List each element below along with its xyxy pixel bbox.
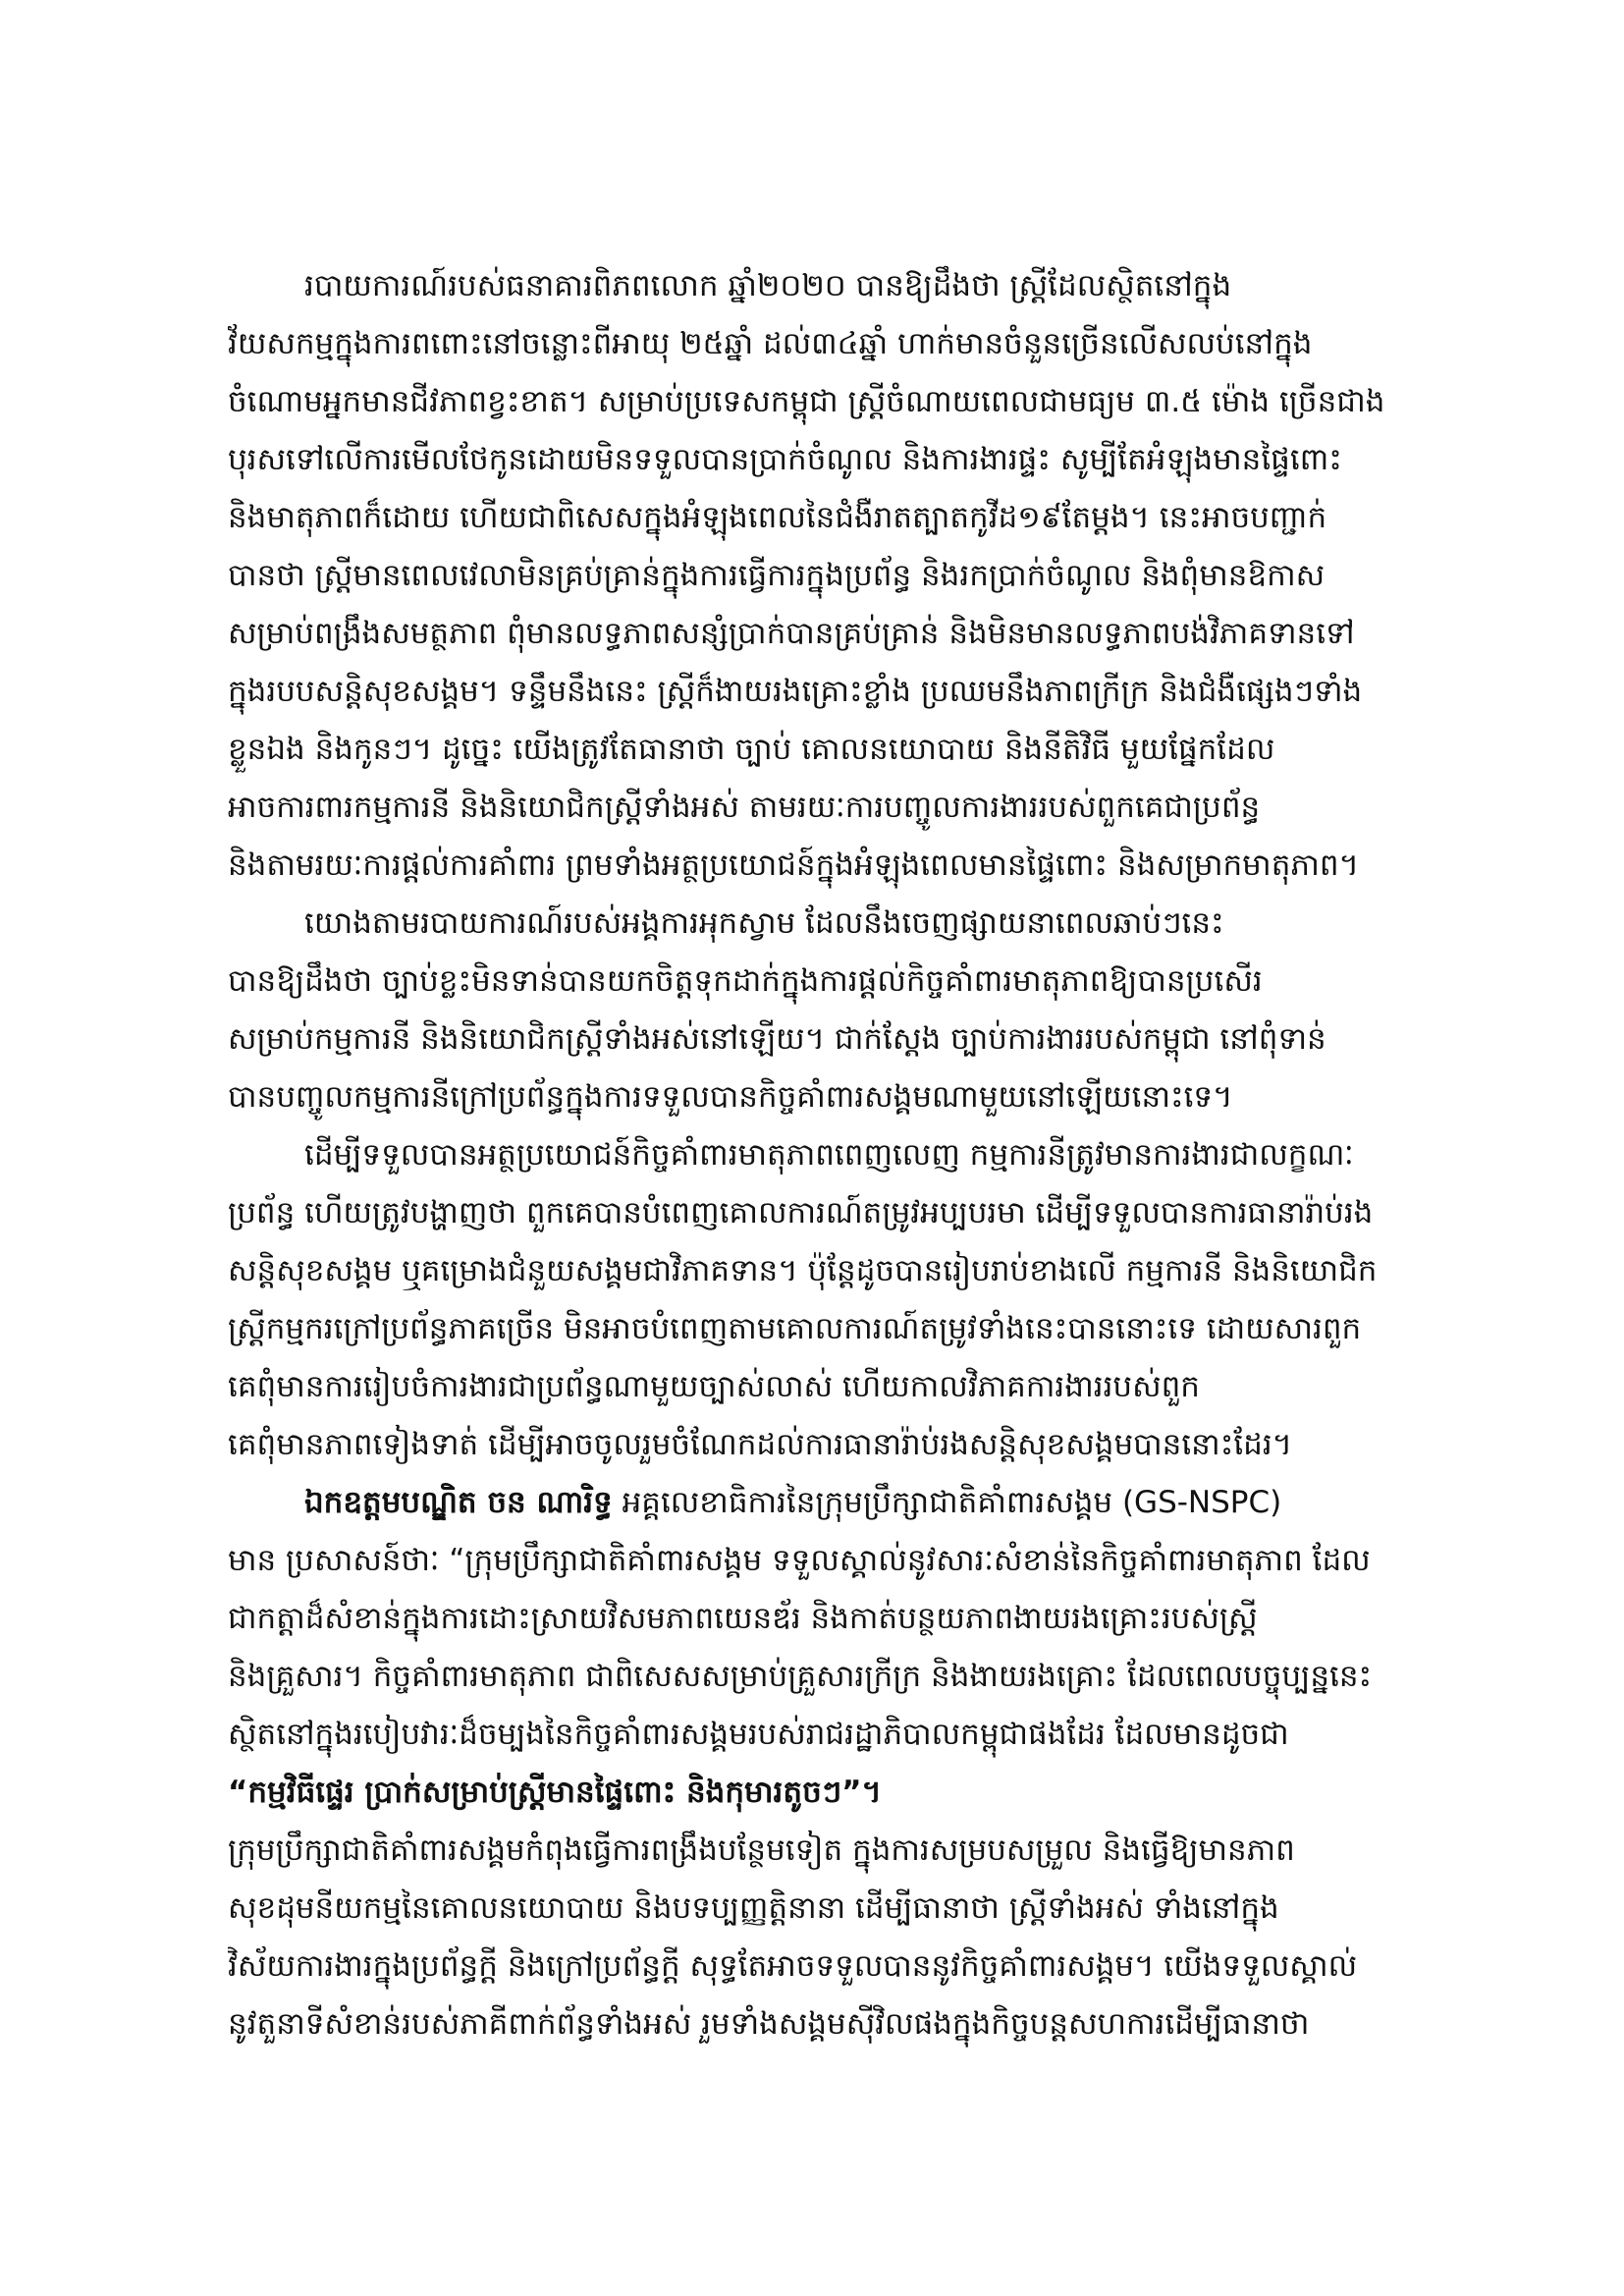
program-title: “កម្មវិធីផ្ទេរ ប្រាក់សម្រាប់ស្ត្រីមានផ្ទៃពោះ និងកុមារតូចៗ”។ [228, 1775, 882, 1810]
paragraph-world-bank-report [228, 257, 1445, 895]
paragraph-nspc-commitment [228, 1822, 1445, 2053]
text-line: មាន ប្រសាសន៍ថាៈ “ក្រុមប្រឹក្សាជាតិគាំពារសង្គម ទទួលស្គាល់នូវសារៈសំខាន់នៃកិច្ចគាំពារមាតុភាព ដែល [228, 1543, 1371, 1578]
text-line: គេពុំមានភាពទៀងទាត់ ដើម្បីអាចចូលរួមចំណែកដល់ការធានារ៉ាប់រងសន្តិសុខសង្គមបាននោះដែរ។ [228, 1427, 1293, 1462]
text-line: ស្ថិតនៅក្នុងរបៀបវារៈដ៏ចម្បងនៃកិច្ចគាំពារសង្គមរបស់រាជរដ្ឋាភិបាលកម្ពុជាផងដែរ ដែលមានដូចជា [228, 1717, 1289, 1752]
text-line: វិស័យការងារក្នុងប្រព័ន្ធក្តី និងក្រៅប្រព័ន្ធក្តី សុទ្ធតែអាចទទួលបាននូវកិច្ចគាំពារសង្គម។ យើងទទួលស្គាល់ [228, 1948, 1358, 1984]
text-line: ស្ត្រីកម្មករក្រៅប្រព័ន្ធភាគច្រើន មិនអាចបំពេញតាមគោលការណ៍តម្រូវទាំងនេះបាននោះទេ ដោយសារពួក [228, 1311, 1362, 1346]
text-line: បុរសទៅលើការមើលថែកូនដោយមិនទទួលបានប្រាក់ចំណូល និងការងារផ្ទះ សូម្បីតែអំឡុងមានផ្ទៃពោះ [228, 442, 1342, 477]
text-line: និងតាមរយៈការផ្តល់ការគាំពារ ព្រមទាំងអត្ថប្រយោជន៍ក្នុងអំឡុងពេលមានផ្ទៃពោះ និងសម្រាកមាតុភាព។ [228, 847, 1360, 883]
speaker-title: អគ្គលេខាធិការនៃក្រុមប្រឹក្សាជាតិគាំពារសង្គម (GS-NSPC) [612, 1485, 1282, 1520]
text-line: របាយការណ៍របស់ធនាគារពិភពលោក ឆ្នាំ២០២០ បានឱ្យដឹងថា ស្ត្រីដែលស្ថិតនៅក្នុង [304, 268, 1232, 303]
text-line: ដើម្បីទទួលបានអត្ថប្រយោជន៍កិច្ចគាំពារមាតុភាពពេញលេញ កម្មការនីត្រូវមានការងារជាលក្ខណៈ [304, 1137, 1354, 1173]
text-line: សម្រាប់កម្មការនី និងនិយោជិកស្ត្រីទាំងអស់នៅឡើយ។ ជាក់ស្តែង ច្បាប់ការងាររបស់កម្ពុជា នៅពុំទាន់ [228, 1021, 1326, 1057]
text-line: បានថា ស្ត្រីមានពេលវេលាមិនគ្រប់គ្រាន់ក្នុងការធ្វើការក្នុងប្រព័ន្ធ និងរកប្រាក់ចំណូល និងពុំមានឱកាស [228, 558, 1326, 593]
text-line: យោងតាមរបាយការណ៍របស់អង្គការអុកស្វាម ដែលនឹងចេញផ្សាយនាពេលឆាប់ៗនេះ [304, 905, 1224, 941]
text-line: សន្តិសុខសង្គម ឬគម្រោងជំនួយសង្គមជាវិភាគទាន។ ប៉ុន្តែដូចបានរៀបរាប់ខាងលើ កម្មការនី និងនិយោជិក [228, 1253, 1378, 1288]
text-line: ក្រុមប្រឹក្សាជាតិគាំពារសង្គមកំពុងធ្វើការពង្រឹងបន្ថែមទៀត ក្នុងការសម្របសម្រួល និងធ្វើឱ្យមានភាព [228, 1832, 1295, 1868]
text-line: ក្នុងរបបសន្តិសុខសង្គម។ ទន្ទឹមនឹងនេះ ស្ត្រីក៏ងាយរងគ្រោះខ្លាំង ប្រឈមនឹងភាពក្រីក្រ និងជំងឺផ្សេងៗទាំង [228, 674, 1363, 709]
text-line: និងមាតុភាពក៏ដោយ ហើយជាពិសេសក្នុងអំឡុងពេលនៃជំងឺរាតត្បាតកូវីដ១៩តែម្តង។ នេះអាចបញ្ជាក់ [228, 500, 1327, 535]
paragraph-secretary-general-quote [228, 1474, 1445, 1822]
text-line: សុខដុមនីយកម្មនៃគោលនយោបាយ និងបទប្បញ្ញត្តិនានា ដើម្បីធានាថា ស្ត្រីទាំងអស់ ទាំងនៅក្នុង [228, 1890, 1279, 1926]
paragraph-maternity-benefits [228, 1126, 1445, 1474]
text-line: នូវតួនាទីសំខាន់របស់ភាគីពាក់ព័ន្ធទាំងអស់ រួមទាំងសង្គមស៊ីវិលផងក្នុងកិច្ចបន្តសហការដើម្បីធានាថា [228, 2006, 1310, 2042]
text-line: សម្រាប់ពង្រឹងសមត្ថភាព ពុំមានលទ្ធភាពសន្សំប្រាក់បានគ្រប់គ្រាន់ និងមិនមានលទ្ធភាពបង់វិភាគទានទៅ [228, 616, 1355, 651]
text-line [228, 1474, 1445, 1532]
speaker-name: ឯកឧត្តមបណ្ឌិត ចន ណារិទ្ធ [304, 1485, 613, 1520]
paragraph-oxfam-report [228, 895, 1445, 1126]
text-line: ខ្លួនឯង និងកូនៗ។ ដូច្នេះ យើងត្រូវតែធានាថា ច្បាប់ គោលនយោបាយ និងនីតិវិធី មួយផ្នែកដែល [228, 732, 1275, 767]
text-line: គេពុំមានការរៀបចំការងារជាប្រព័ន្ធណាមួយច្បាស់លាស់ ហើយកាលវិភាគការងាររបស់ពួក [228, 1369, 1200, 1404]
text-line: បានឱ្យដឹងថា ច្បាប់ខ្លះមិនទាន់បានយកចិត្តទុកដាក់ក្នុងការផ្តល់កិច្ចគាំពារមាតុភាពឱ្យបានប្រសើរ [228, 963, 1263, 999]
text-line: និងគ្រួសារ។ កិច្ចគាំពារមាតុភាព ជាពិសេសសម្រាប់គ្រួសារក្រីក្រ និងងាយរងគ្រោះ ដែលពេលបច្ចុប្បន្ននេះ [228, 1659, 1373, 1694]
text-line: បានបញ្ចូលកម្មការនីក្រៅប្រព័ន្ធក្នុងការទទួលបានកិច្ចគាំពារសង្គមណាមួយនៅឡើយនោះទេ។ [228, 1079, 1233, 1115]
text-line: អាចការពារកម្មការនី និងនិយោជិកស្ត្រីទាំងអស់ តាមរយៈការបញ្ចូលការងាររបស់ពួកគេជាប្រព័ន្ធ [228, 790, 1261, 825]
document-body [228, 257, 1445, 2053]
text-line: ជាកត្តាដ៏សំខាន់ក្នុងការដោះស្រាយវិសមភាពយេនឌ័រ និងកាត់បន្ថយភាពងាយរងគ្រោះរបស់ស្ត្រី [228, 1601, 1258, 1636]
text-line: វ័យសកម្មក្នុងការពពោះនៅចន្លោះពីអាយុ ២៥ឆ្នាំ ដល់៣៤ឆ្នាំ ហាក់មានចំនួនច្រើនលើសលប់នៅក្នុង [228, 326, 1313, 361]
text-line: ចំណោមអ្នកមានជីវភាពខ្វះខាត។ សម្រាប់ប្រទេសកម្ពុជា ស្ត្រីចំណាយពេលជាមធ្យម ៣.៥ ម៉ោង ច្រើនជាង [228, 384, 1385, 419]
text-line: ប្រព័ន្ធ ហើយត្រូវបង្ហាញថា ពួកគេបានបំពេញគោលការណ៍តម្រូវអប្បបរមា ដើម្បីទទួលបានការធានារ៉ាប់រង [228, 1195, 1374, 1230]
